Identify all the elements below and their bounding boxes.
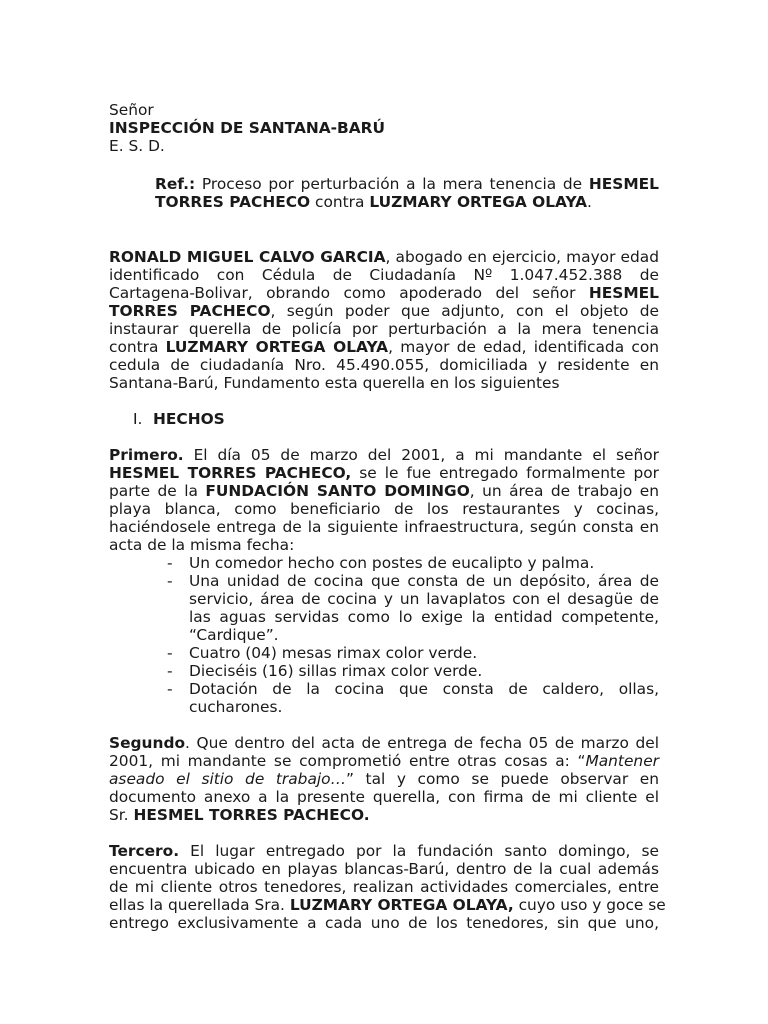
ref-line-2: TORRES PACHECO contra LUZMARY ORTEGA OLAYA. xyxy=(155,193,592,211)
section-heading-hechos: I. HECHOS xyxy=(133,410,225,428)
document-page xyxy=(109,101,666,932)
paragraph-tercero: Tercero. El lugar entregado por la fundación santo domingo, se encuentra ubicado en playas blancas-Barú, dentro de la cual además de mi cliente otros tenedores, realizan actividades comerciales, entre ellas la querellada Sra. LUZMARY ORTEGA OLAYA, cuyo uso y goce se entrego exclusivamente a cada uno de los tenedores, sin que uno, xyxy=(109,842,666,932)
reference-block xyxy=(155,175,659,211)
esd: E. S. D. xyxy=(109,137,165,155)
intro-paragraph: RONALD MIGUEL CALVO GARCIA, abogado en ejercicio, mayor edad identificado con Cédula de Ciudadanía Nº 1.047.452.388 de Cartagena-Bolivar, obrando como apoderado del señor HESMEL TORRES PACHECO, según poder que adjunto, con el objeto de instaurar querella de policía por perturbación a la mera tenencia contra LUZMARY ORTEGA OLAYA, mayor de edad, identificada con cedula de ciudadanía Nro. 45.490.055, domiciliada y residente en Santana-Barú, Fundamento esta querella en los siguientes xyxy=(109,248,659,392)
recipient: INSPECCIÓN DE SANTANA-BARÚ xyxy=(109,119,386,137)
list-item: - Una unidad de cocina que consta de un depósito, área de servicio, área de cocina y un lavaplatos con el desagüe de las aguas servidas como lo exige la entidad competente, “Cardique”. xyxy=(167,572,659,644)
address-block xyxy=(109,101,659,155)
ref-label: Ref.: xyxy=(155,175,196,193)
infrastructure-list xyxy=(109,554,659,716)
list-item: - Cuatro (04) mesas rimax color verde. xyxy=(167,644,478,662)
list-item: - Dotación de la cocina que consta de caldero, ollas, cucharones. xyxy=(167,680,659,716)
salutation: Señor xyxy=(109,101,154,119)
ref-line-1: Ref.: Proceso por perturbación a la mera tenencia de HESMEL xyxy=(155,175,659,193)
list-item: - Un comedor hecho con postes de eucalipto y palma. xyxy=(167,554,595,572)
paragraph-primero: Primero. El día 05 de marzo del 2001, a mi mandante el señor HESMEL TORRES PACHECO, se le fue entregado formalmente por parte de la FUNDACIÓN SANTO DOMINGO, un área de trabajo en playa blanca, como beneficiario de los restaurantes y cocinas, haciéndosele entrega de la siguiente infraestructura, según consta en acta de la misma fecha: - Un comedor hecho con postes de eucalipto y palma. - Una unidad de cocina que consta de un depósito, área de servicio, área de cocina y un lavaplatos con el desagüe de las aguas servidas como lo exige la entidad competente, “Cardique”. - Cuatro (04) mesas rimax color verde. - Dieciséis (16) sillas rimax color verde. - Dotación de la cocina que consta de caldero, ollas, cucharones. xyxy=(109,446,659,716)
paragraph-segundo: Segundo. Que dentro del acta de entrega de fecha 05 de marzo del 2001, mi mandante se comprometió entre otras cosas a: “Mantener aseado el sitio de trabajo…” tal y como se puede observar en documento anexo a la presente querella, con firma de mi cliente el Sr. HESMEL TORRES PACHECO. xyxy=(109,734,659,824)
list-item: - Dieciséis (16) sillas rimax color verde. xyxy=(167,662,483,680)
